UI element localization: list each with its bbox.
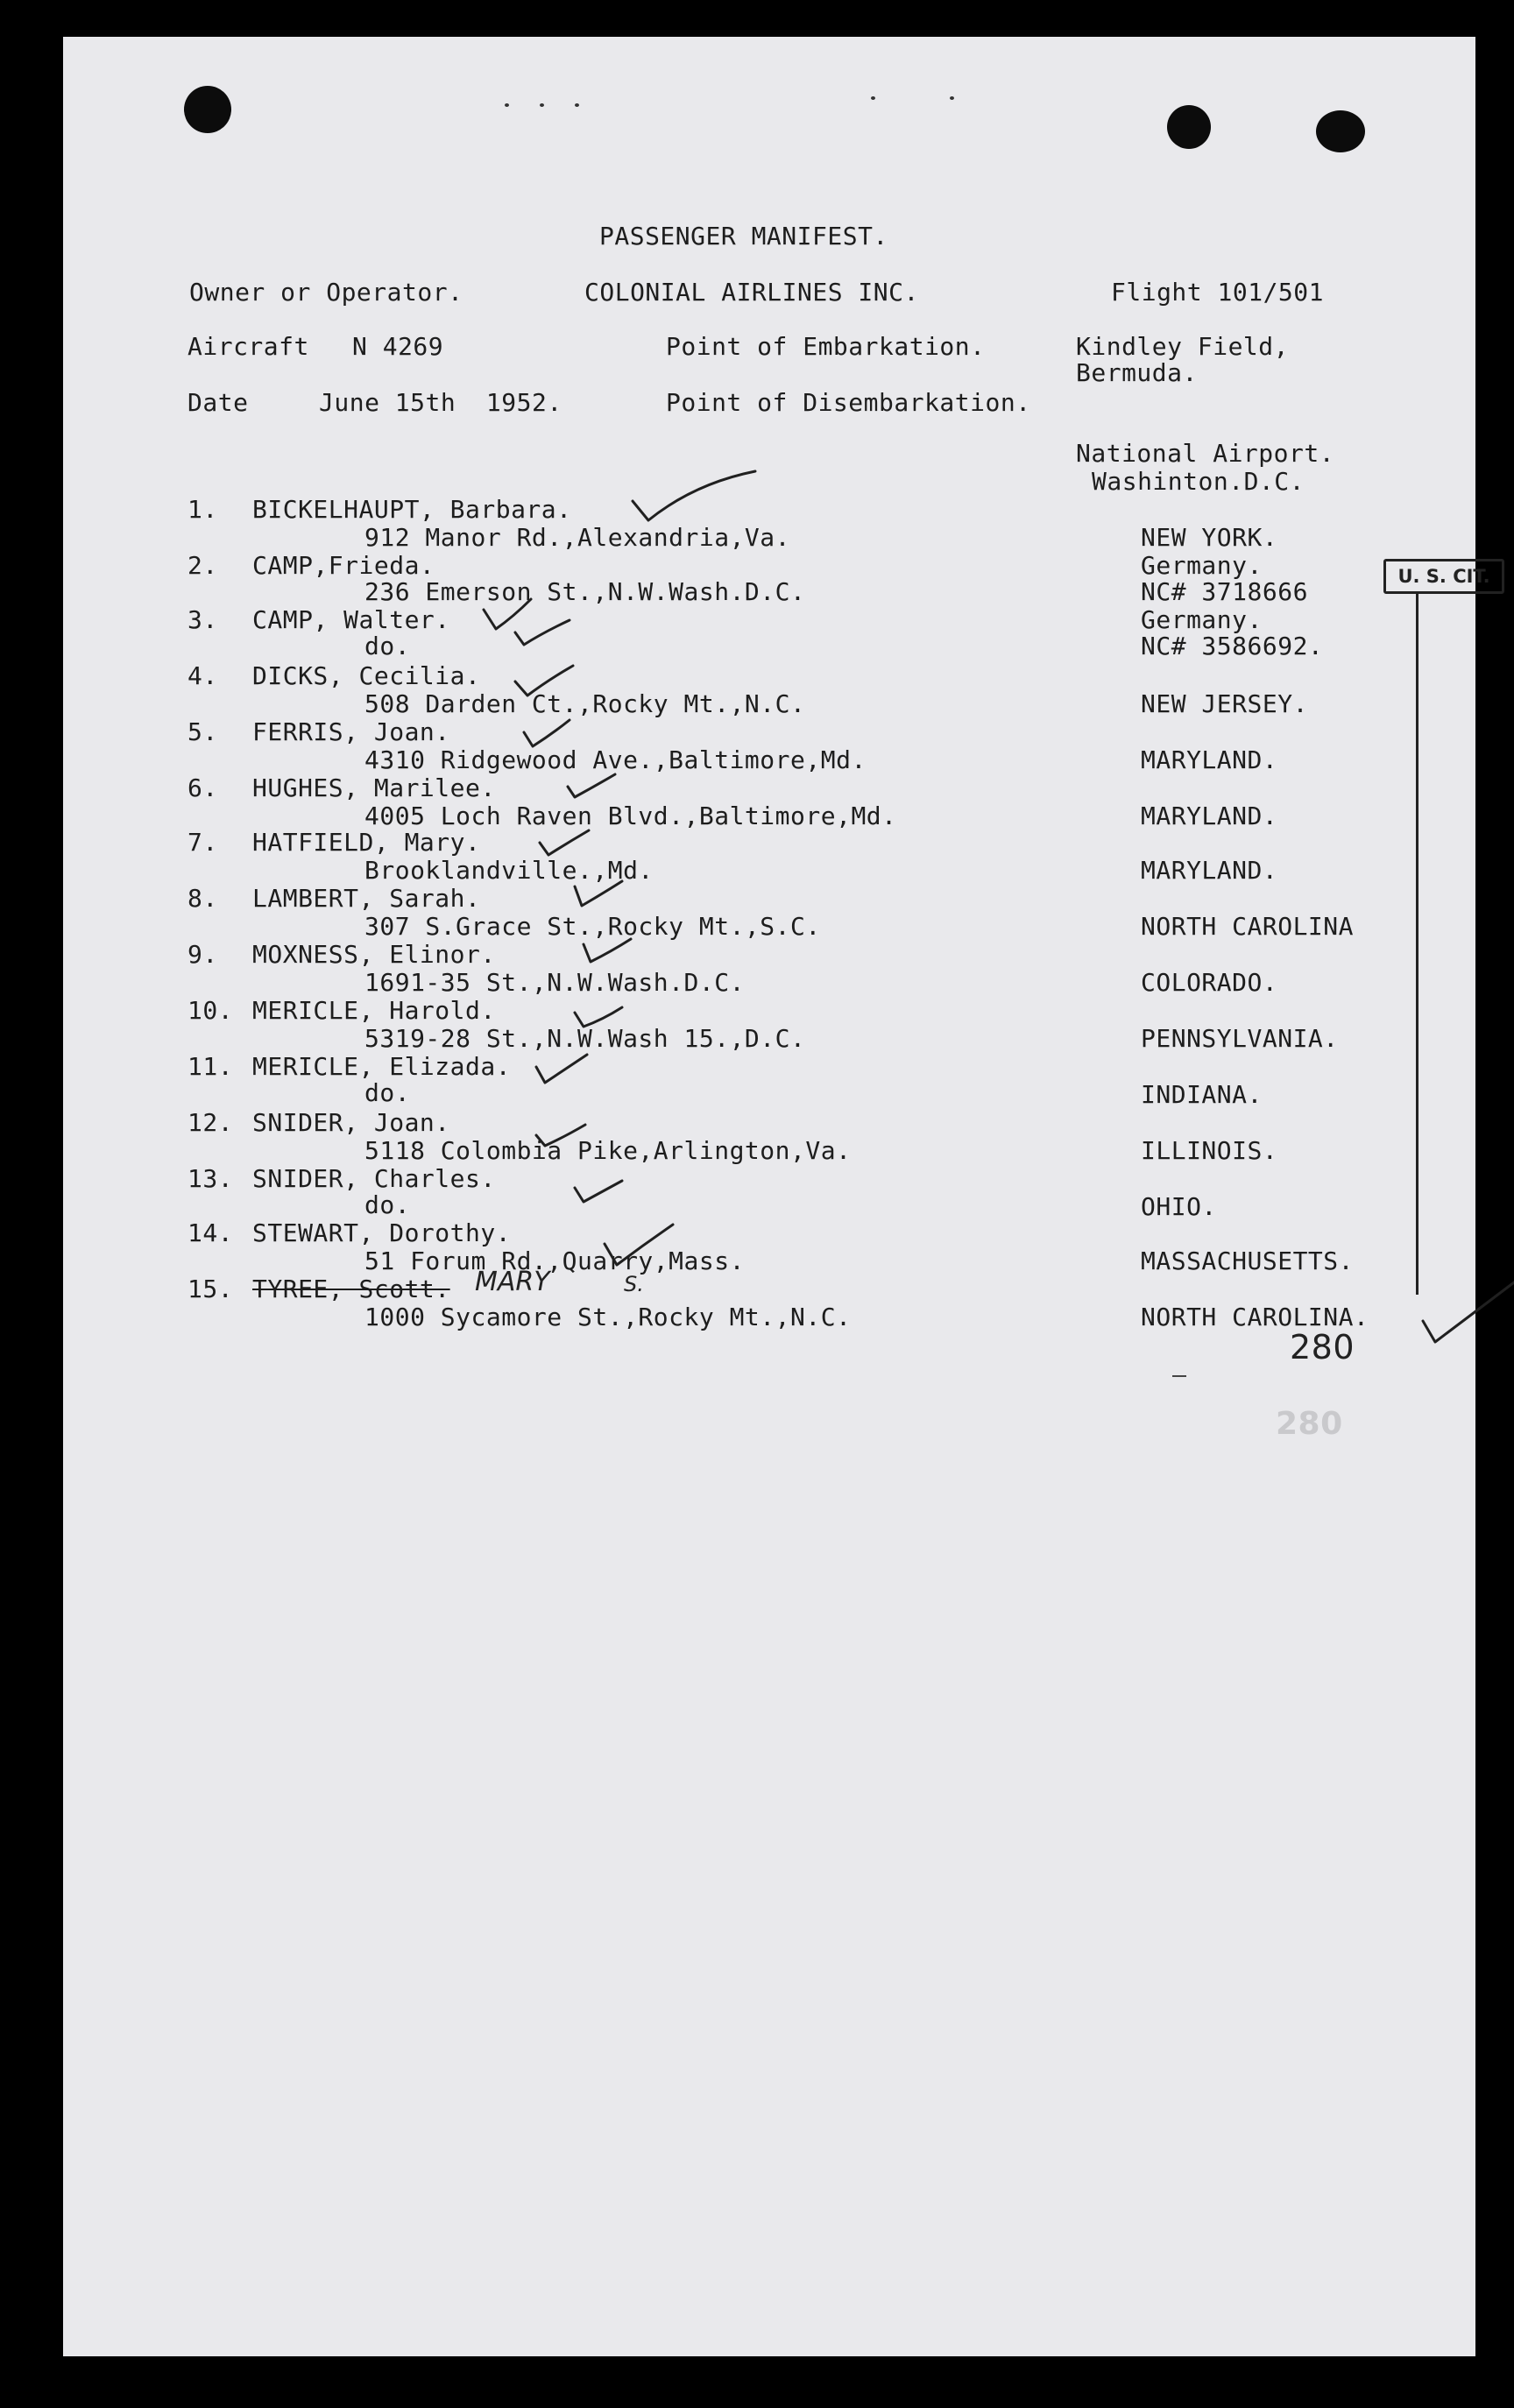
- list-item: [63, 885, 1475, 941]
- passenger-address: do.: [364, 632, 411, 660]
- passenger-list: [63, 37, 1475, 2356]
- passenger-origin: Germany.: [1141, 551, 1263, 580]
- check-mark: [577, 934, 655, 978]
- date-value: June 15th 1952.: [319, 388, 562, 417]
- passenger-name: CAMP, Walter.: [252, 605, 450, 634]
- passenger-name: LAMBERT, Sarah.: [252, 884, 481, 913]
- passenger-address: 4310 Ridgewood Ave.,Baltimore,Md.: [364, 745, 867, 774]
- passenger-address: Brooklandville.,Md.: [364, 856, 654, 885]
- aircraft-label: Aircraft: [187, 332, 309, 361]
- embarkation-label: Point of Embarkation.: [666, 332, 986, 361]
- list-item: [63, 1109, 1475, 1165]
- passenger-number: 2.: [187, 551, 218, 580]
- check-mark: [515, 715, 594, 759]
- passenger-origin: NEW JERSEY.: [1141, 689, 1308, 718]
- passenger-number: 1.: [187, 495, 218, 524]
- passenger-address: do.: [364, 1078, 411, 1107]
- check-mark: [529, 1049, 608, 1102]
- check-mark: [568, 876, 647, 920]
- passenger-address: 508 Darden Ct.,Rocky Mt.,N.C.: [364, 689, 806, 718]
- passenger-origin: NEW YORK.: [1141, 523, 1278, 552]
- passenger-origin: INDIANA.: [1141, 1080, 1263, 1109]
- passenger-name: STEWART, Dorothy.: [252, 1218, 512, 1247]
- passenger-name: BICKELHAUPT, Barbara.: [252, 495, 572, 524]
- passenger-origin: MASSACHUSETTS.: [1141, 1246, 1355, 1275]
- list-item: [63, 1275, 1475, 1331]
- passenger-name: HATFIELD, Mary.: [252, 828, 481, 857]
- passenger-number: 7.: [187, 828, 218, 857]
- page-number: 280: [1290, 1328, 1355, 1366]
- passenger-origin: PENNSYLVANIA.: [1141, 1024, 1339, 1053]
- handwritten-name-correction: MARY: [475, 1267, 550, 1297]
- embarkation-value: Kindley Field,: [1076, 332, 1290, 361]
- embarkation-value-2: Bermuda.: [1076, 358, 1198, 387]
- passenger-name: MOXNESS, Elinor.: [252, 940, 496, 969]
- flight-number: Flight 101/501: [1111, 278, 1325, 307]
- passenger-origin: NORTH CAROLINA: [1141, 912, 1355, 941]
- passenger-address: 1000 Sycamore St.,Rocky Mt.,N.C.: [364, 1303, 852, 1331]
- passenger-address: do.: [364, 1190, 411, 1219]
- check-mark: [568, 1000, 647, 1044]
- list-item: [63, 829, 1475, 885]
- passenger-name: TYREE, Scott.: [252, 1275, 450, 1303]
- check-mark: [624, 466, 782, 536]
- passenger-name: FERRIS, Joan.: [252, 717, 450, 746]
- passenger-address: 51 Forum Rd.,Quarry,Mass.: [364, 1246, 745, 1275]
- passenger-number: 3.: [187, 605, 218, 634]
- check-mark: [568, 1176, 647, 1219]
- list-item: [63, 718, 1475, 774]
- naturalization-number: NC# 3718666: [1141, 577, 1308, 606]
- ghost-page-number: 280: [1276, 1406, 1343, 1442]
- passenger-name: HUGHES, Marilee.: [252, 773, 496, 802]
- passenger-address: 5118 Colombia Pike,Arlington,Va.: [364, 1136, 852, 1165]
- check-mark: [1412, 1272, 1514, 1359]
- passenger-origin: NORTH CAROLINA.: [1141, 1303, 1369, 1331]
- list-item: [63, 552, 1475, 608]
- passenger-name: SNIDER, Charles.: [252, 1164, 496, 1193]
- passenger-name: SNIDER, Joan.: [252, 1108, 450, 1137]
- check-mark: [559, 767, 638, 811]
- check-mark: [533, 825, 612, 869]
- passenger-name: CAMP,Frieda.: [252, 551, 435, 580]
- check-mark: [508, 662, 587, 706]
- owner-value: COLONIAL AIRLINES INC.: [584, 278, 919, 307]
- passenger-origin: COLORADO.: [1141, 968, 1278, 997]
- passenger-name: MERICLE, Harold.: [252, 996, 496, 1025]
- passenger-origin: MARYLAND.: [1141, 801, 1278, 830]
- list-item: [63, 1053, 1475, 1109]
- naturalization-number: NC# 3586692.: [1141, 632, 1324, 660]
- passenger-number: 11.: [187, 1052, 234, 1081]
- check-mark: [508, 615, 587, 659]
- us-citizen-stamp: U. S. CIT.: [1383, 559, 1504, 594]
- passenger-address: 307 S.Grace St.,Rocky Mt.,S.C.: [364, 912, 821, 941]
- list-item: [63, 941, 1475, 997]
- dash-mark: [1172, 1375, 1186, 1377]
- passenger-address: 236 Emerson St.,N.W.Wash.D.C.: [364, 577, 806, 606]
- disembarkation-label: Point of Disembarkation.: [666, 388, 1031, 417]
- passenger-name: DICKS, Cecilia.: [252, 661, 481, 690]
- list-item: [63, 1219, 1475, 1275]
- passenger-address: 5319-28 St.,N.W.Wash 15.,D.C.: [364, 1024, 806, 1053]
- check-mark: [529, 1119, 608, 1163]
- passenger-number: 8.: [187, 884, 218, 913]
- aircraft-value: N 4269: [352, 332, 444, 361]
- list-item: [63, 774, 1475, 830]
- passenger-number: 5.: [187, 717, 218, 746]
- passenger-number: 9.: [187, 940, 218, 969]
- disembarkation-value: National Airport.: [1076, 439, 1335, 468]
- handwritten-initial: S.: [624, 1272, 644, 1296]
- passenger-name: MERICLE, Elizada.: [252, 1052, 512, 1081]
- passenger-address: 1691-35 St.,N.W.Wash.D.C.: [364, 968, 745, 997]
- list-item: [63, 662, 1475, 718]
- list-item: [63, 606, 1475, 662]
- passenger-origin: ILLINOIS.: [1141, 1136, 1278, 1165]
- passenger-origin: Germany.: [1141, 605, 1263, 634]
- date-label: Date: [187, 388, 249, 417]
- passenger-number: 12.: [187, 1108, 234, 1137]
- passenger-number: 15.: [187, 1275, 234, 1303]
- owner-label: Owner or Operator.: [189, 278, 463, 307]
- passenger-origin: OHIO.: [1141, 1192, 1217, 1221]
- manifest-page: [63, 37, 1490, 2356]
- document-title: PASSENGER MANIFEST.: [599, 222, 888, 251]
- passenger-number: 14.: [187, 1218, 234, 1247]
- passenger-number: 10.: [187, 996, 234, 1025]
- passenger-number: 4.: [187, 661, 218, 690]
- passenger-origin: MARYLAND.: [1141, 856, 1278, 885]
- passenger-origin: MARYLAND.: [1141, 745, 1278, 774]
- list-item: [63, 1165, 1475, 1221]
- passenger-number: 13.: [187, 1164, 234, 1193]
- check-mark: [598, 1219, 685, 1281]
- passenger-number: 6.: [187, 773, 218, 802]
- passenger-address: 912 Manor Rd.,Alexandria,Va.: [364, 523, 791, 552]
- disembarkation-value-2: Washinton.D.C.: [1092, 467, 1305, 496]
- passenger-address: 4005 Loch Raven Blvd.,Baltimore,Md.: [364, 801, 897, 830]
- list-item: [63, 997, 1475, 1053]
